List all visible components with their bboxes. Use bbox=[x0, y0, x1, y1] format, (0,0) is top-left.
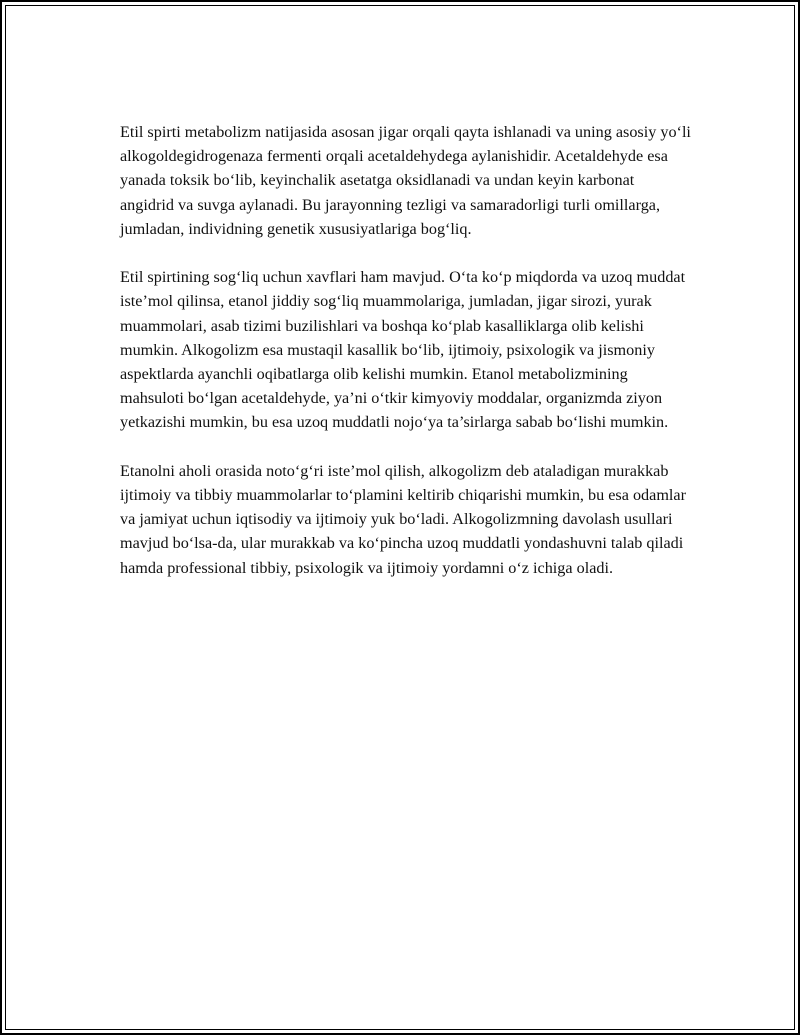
paragraph-alcoholism: Etanolni aholi orasida noto‘g‘ri iste’mol qilish, alkogolizm deb ataladigan murakkab ijtimoiy va tibbiy muammolarlar to‘plamini keltirib chiqarishi mumkin, bu esa odamlar va jamiyat uchun iqtisodiy va ijtimoiy yuk bo‘ladi. Alkogolizmning davolash usullari mavjud bo‘lsa-da, ular murakkab va ko‘pincha uzoq muddatli yondashuvni talab qiladi hamda professional tibbiy, psixologik va ijtimoiy yordamni o‘z ichiga oladi. bbox=[120, 461, 687, 577]
document-body bbox=[120, 120, 692, 604]
paragraph-metabolism: Etil spirti metabolizm natijasida asosan jigar orqali qayta ishlanadi va uning asosiy yo‘li alkogoldegidrogenaza fermenti orqali acetaldehydega aylanishidir. Acetaldehyde esa yanada toksik bo‘lib, keyinchalik asetatga oksidlanadi va undan keyin karbonat angidrid va suvga aylanadi. Bu jarayonning tezligi va samaradorligi turli omillarga, jumladan, individning genetik xususiyatlariga bog‘liq. bbox=[120, 123, 691, 238]
paragraph-health-risks: Etil spirtining sog‘liq uchun xavflari ham mavjud. O‘ta ko‘p miqdorda va uzoq muddat iste’mol qilinsa, etanol jiddiy sog‘liq muammolariga, jumladan, jigar sirozi, yurak muammolari, asab tizimi buzilishlari va boshqa ko‘plab kasalliklarga olib kelishi mumkin. Alkogolizm esa mustaqil kasallik bo‘lib, ijtimoiy, psixologik va jismoniy aspektlarda ayanchli oqibatlarga olib kelishi mumkin. Etanol metabolizmining mahsuloti bo‘lgan acetaldehyde, ya’ni o‘tkir kimyoviy moddalar, organizmda ziyon yetkazishi mumkin, bu esa uzoq muddatli nojo‘ya ta’sirlarga sabab bo‘lishi mumkin. bbox=[120, 268, 686, 432]
